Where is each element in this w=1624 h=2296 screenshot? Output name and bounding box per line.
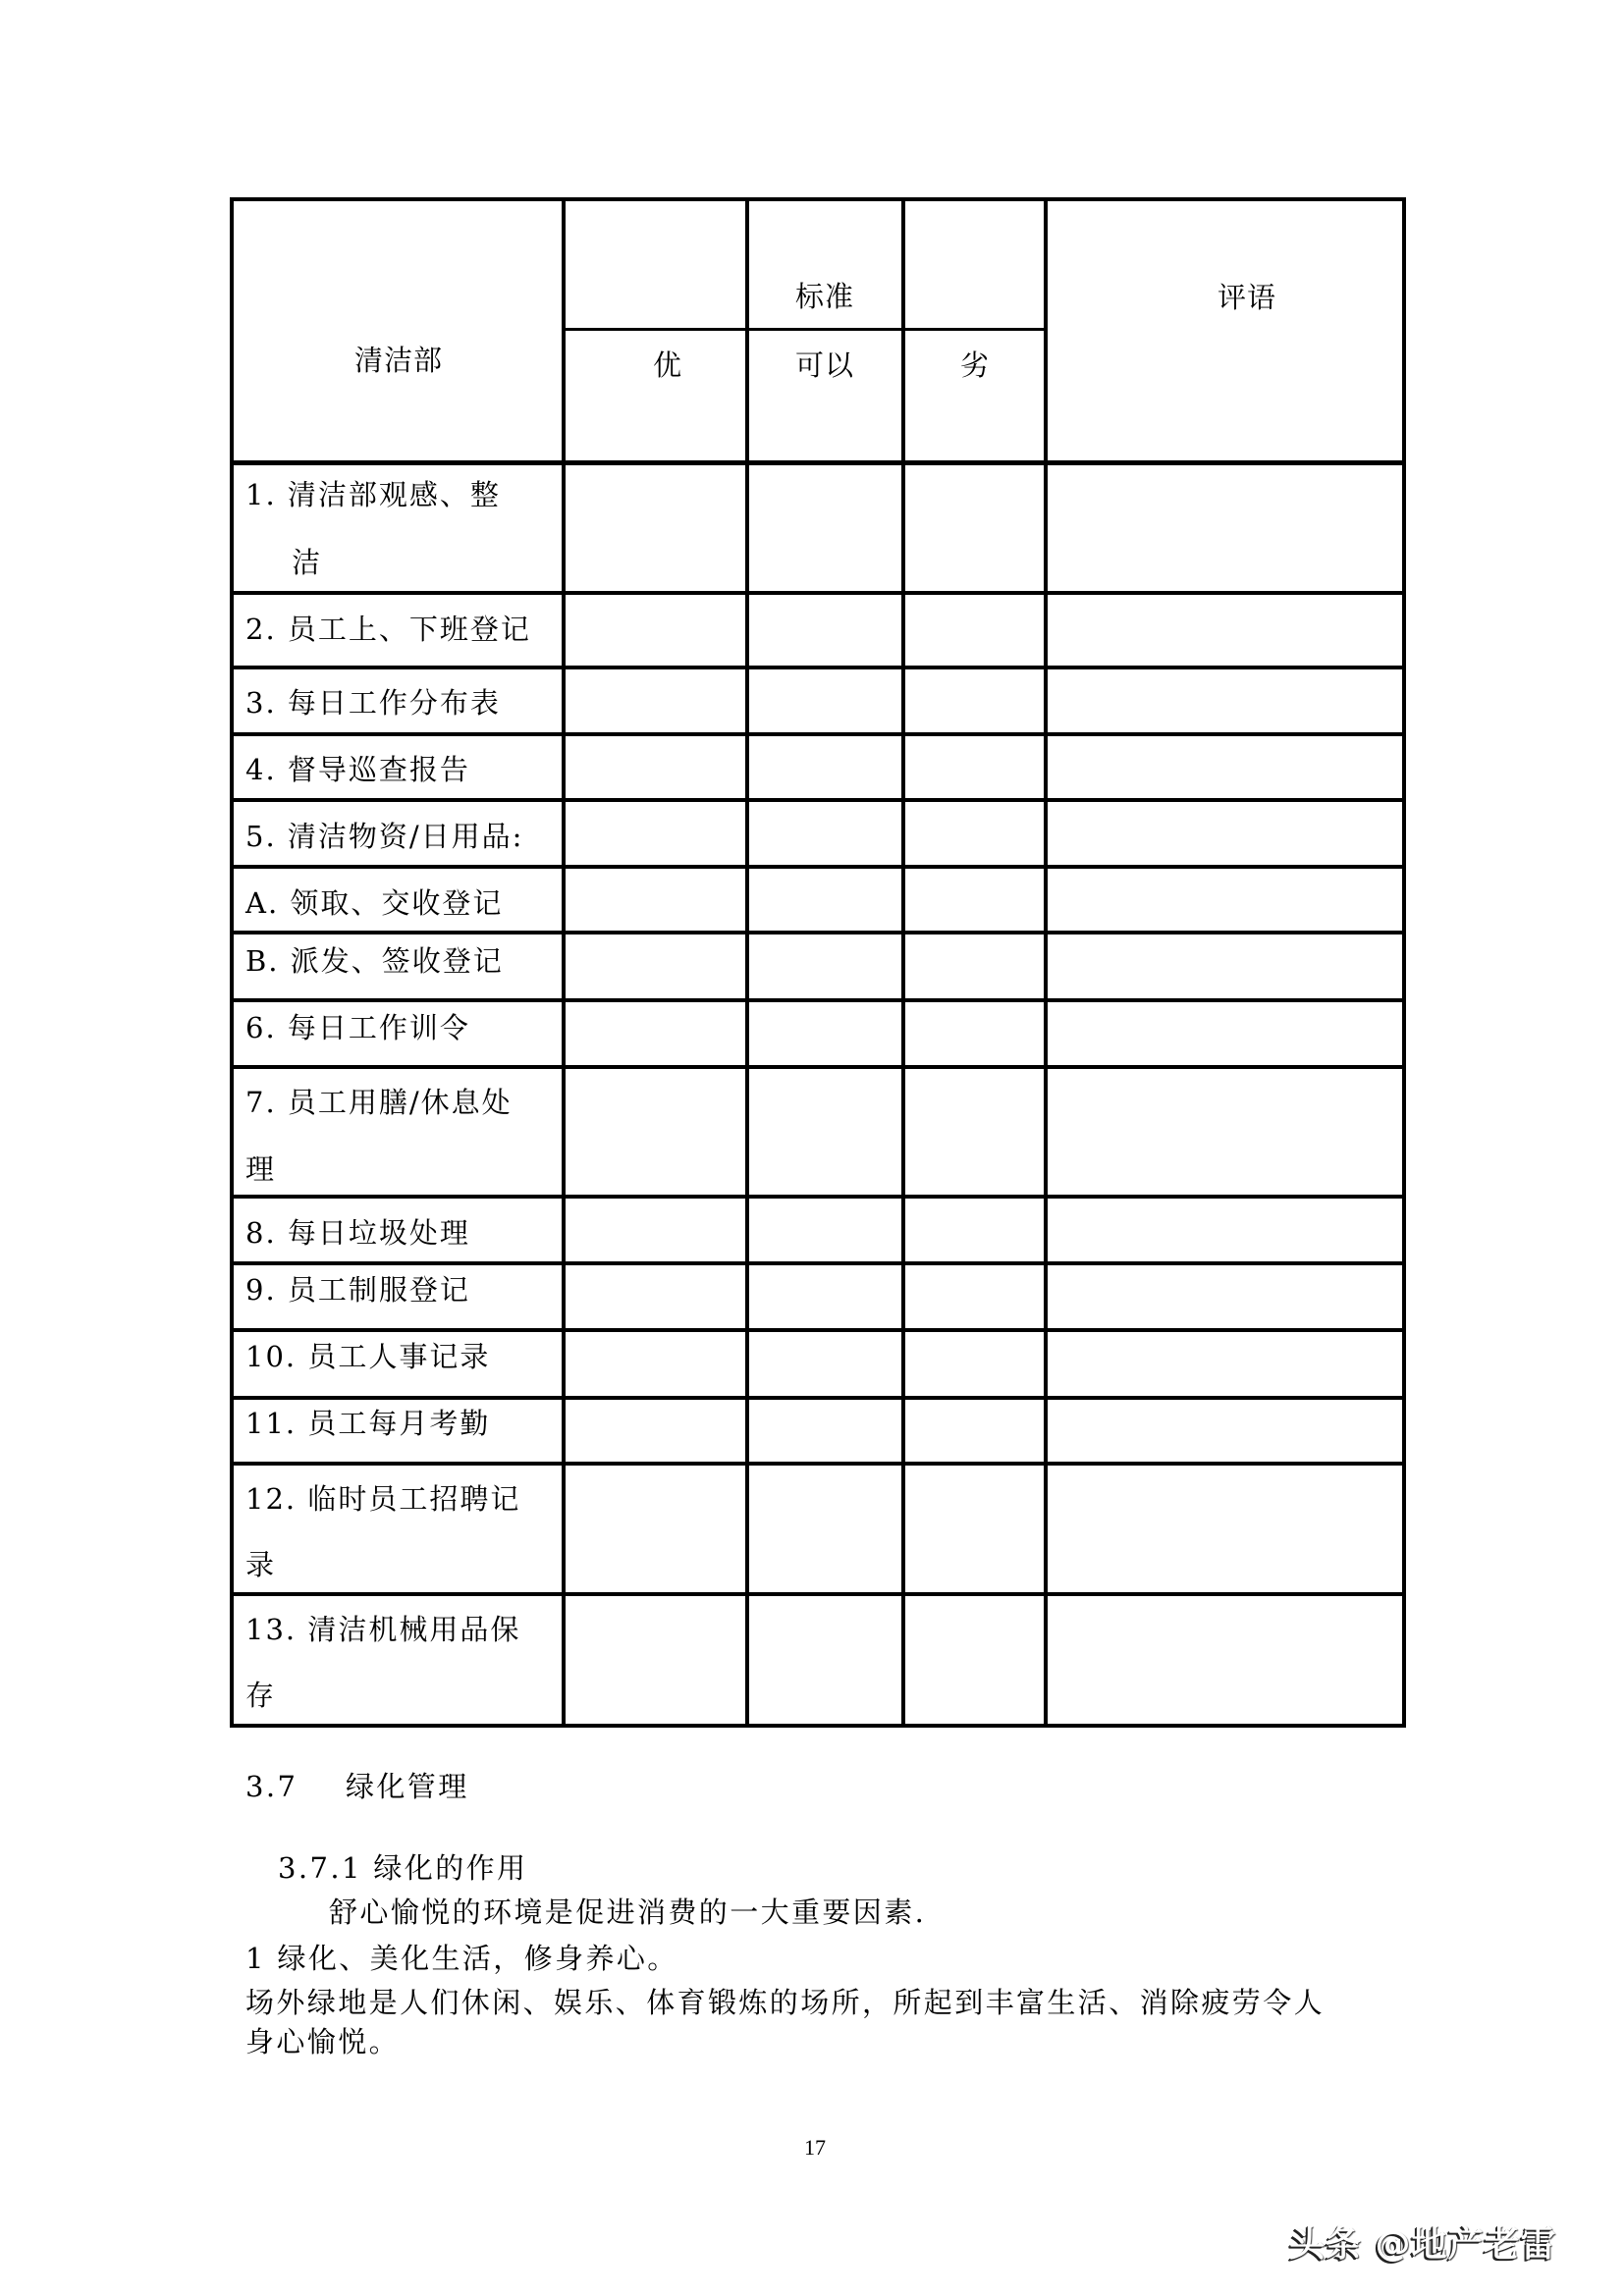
column-divider: [1044, 197, 1048, 1728]
table-border-bottom: [230, 1724, 1406, 1728]
row-line: [230, 1065, 1406, 1069]
table-row-label: 3. 每日工作分布表: [245, 686, 501, 720]
paragraph-line: 1 绿化、美化生活，修身养心。: [245, 1942, 678, 1975]
header-grade-acceptable: 可以: [794, 348, 855, 382]
row-line: [230, 1592, 1406, 1596]
table-border-right: [1402, 197, 1406, 1728]
table-row-label: 4. 督导巡查报告: [245, 753, 470, 786]
table-row-label: 5. 清洁物资/日用品:: [245, 820, 524, 853]
row-line: [230, 931, 1406, 934]
table-row-label-continued: 理: [245, 1152, 277, 1186]
table-row-label: 11. 员工每月考勤: [245, 1407, 491, 1440]
table-row-label: 1. 清洁部观感、整: [245, 478, 501, 511]
row-line: [230, 998, 1406, 1002]
header-bottom-line: [230, 460, 1406, 465]
table-row-label: 10. 员工人事记录: [245, 1340, 491, 1373]
table-border-left: [230, 197, 234, 1728]
table-row-label: A. 领取、交收登记: [245, 886, 504, 920]
table-row-label: 2. 员工上、下班登记: [245, 613, 531, 646]
table-row-label: 8. 每日垃圾处理: [245, 1216, 470, 1250]
table-row-label: 7. 员工用膳/休息处: [245, 1086, 513, 1119]
header-department: 清洁部: [353, 344, 444, 377]
table-row-label: 12. 临时员工招聘记: [245, 1482, 521, 1516]
paragraph-line: 场外绿地是人们休闲、娱乐、体育锻炼的场所，所起到丰富生活、消除疲劳令人: [245, 1986, 1326, 2019]
row-line: [230, 1261, 1406, 1265]
table-row-label-continued: 存: [245, 1679, 277, 1712]
row-line: [230, 591, 1406, 595]
paragraph-line: 舒心愉悦的环境是促进消费的一大重要因素.: [329, 1896, 927, 1929]
row-line: [230, 865, 1406, 869]
column-divider: [901, 197, 905, 1728]
header-grade-excellent: 优: [652, 348, 683, 382]
table-row-label: B. 派发、签收登记: [245, 944, 504, 978]
row-line: [230, 1396, 1406, 1400]
table-row-label-continued: 洁: [292, 546, 323, 579]
header-comments: 评语: [1217, 281, 1277, 314]
row-line: [230, 1328, 1406, 1332]
row-line: [230, 798, 1406, 802]
table-row-label: 6. 每日工作训令: [245, 1011, 470, 1044]
table-row-label: 9. 员工制服登记: [245, 1273, 470, 1307]
paragraph-line: 身心愉悦。: [245, 2025, 401, 2058]
watermark: 头条 @地产老雷: [1289, 2224, 1557, 2265]
section-number: 3.7: [245, 1770, 298, 1803]
header-grade-poor: 劣: [959, 348, 991, 382]
subsection-heading: 3.7.1 绿化的作用: [278, 1851, 528, 1885]
header-subdivider: [562, 328, 1048, 331]
table-row-label: 13. 清洁机械用品保: [245, 1613, 521, 1646]
row-line: [230, 666, 1406, 669]
header-standard: 标准: [794, 280, 855, 313]
section-title: 绿化管理: [346, 1770, 469, 1803]
table-row-label-continued: 录: [245, 1548, 277, 1581]
page-number: 17: [804, 2135, 826, 2160]
column-divider: [745, 197, 749, 1728]
row-line: [230, 732, 1406, 736]
row-line: [230, 1462, 1406, 1466]
row-line: [230, 1195, 1406, 1199]
table-border-top: [230, 197, 1406, 201]
column-divider: [562, 197, 566, 1728]
